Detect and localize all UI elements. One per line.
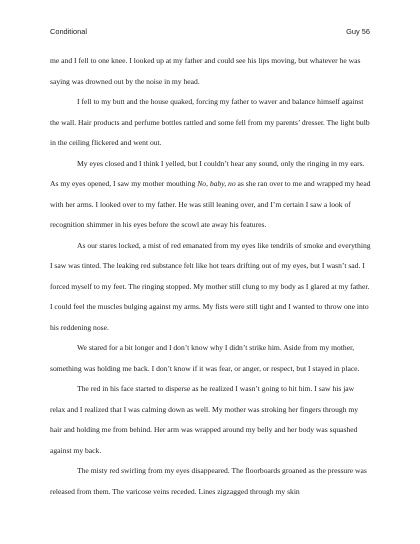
page-number: Guy 56 bbox=[346, 27, 370, 36]
paragraph: The misty red swirling from my eyes disappeared. The floorboards groaned as the pressure was released from them. The varicose veins receded. Lines zigzagged through my skin bbox=[50, 466, 367, 496]
running-title: Conditional bbox=[50, 27, 87, 36]
paragraph-text: My eyes closed and I think I yelled, but I couldn’t hear any sound, only the ringing in my ears. As my eyes opened, I saw my mother mouthing bbox=[50, 158, 365, 188]
paragraph bbox=[50, 154, 371, 236]
italic-phrase: No, baby, no bbox=[197, 179, 236, 188]
paragraph: I fell to my butt and the house quaked, forcing my father to waver and balance himself against the wall. Hair products and perfume bottles rattled and some fell from my parents’ dresser. The light bulb in the ceiling flickered and went out. bbox=[50, 97, 370, 147]
paragraph: me and I fell to one knee. I looked up at my father and could see his lips moving, but whatever he was saying was drowned out by the noise in my head. bbox=[50, 56, 361, 86]
paragraph: As our stares locked, a mist of red emanated from my eyes like tendrils of smoke and everything I saw was tinted. The leaking red substance felt like hot tears drifting out of my eyes, but I wasn’t sad. I forced myself to my feet. The ringing stopped. My mother still clung to my body as I glared at my father. I could feel the muscles bulging against my arms. My fists were still tight and I wanted to throw one into his reddening nose. bbox=[50, 240, 371, 332]
running-header bbox=[50, 27, 370, 39]
manuscript-body bbox=[50, 51, 371, 502]
paragraph-text: as she ran over to me and wrapped my head with her arms. I looked over to my father. He was still leaning over, and I’m certain I saw a look of recognition shimmer in his eyes before the scowl ate away his features. bbox=[50, 179, 371, 229]
paragraph: The red in his face started to disperse as he realized I wasn’t going to hit him. I saw his jaw relax and I realized that I was calming down as well. My mother was stroking her fingers through my hair and holding me from behind. Her arm was wrapped around my belly and her body was squashed against my back. bbox=[50, 384, 359, 455]
paragraph: We stared for a bit longer and I don’t know why I didn’t strike him. Aside from my mother, something was holding me back. I don’t know if it was fear, or anger, or respect, but I stayed in place. bbox=[50, 343, 360, 373]
